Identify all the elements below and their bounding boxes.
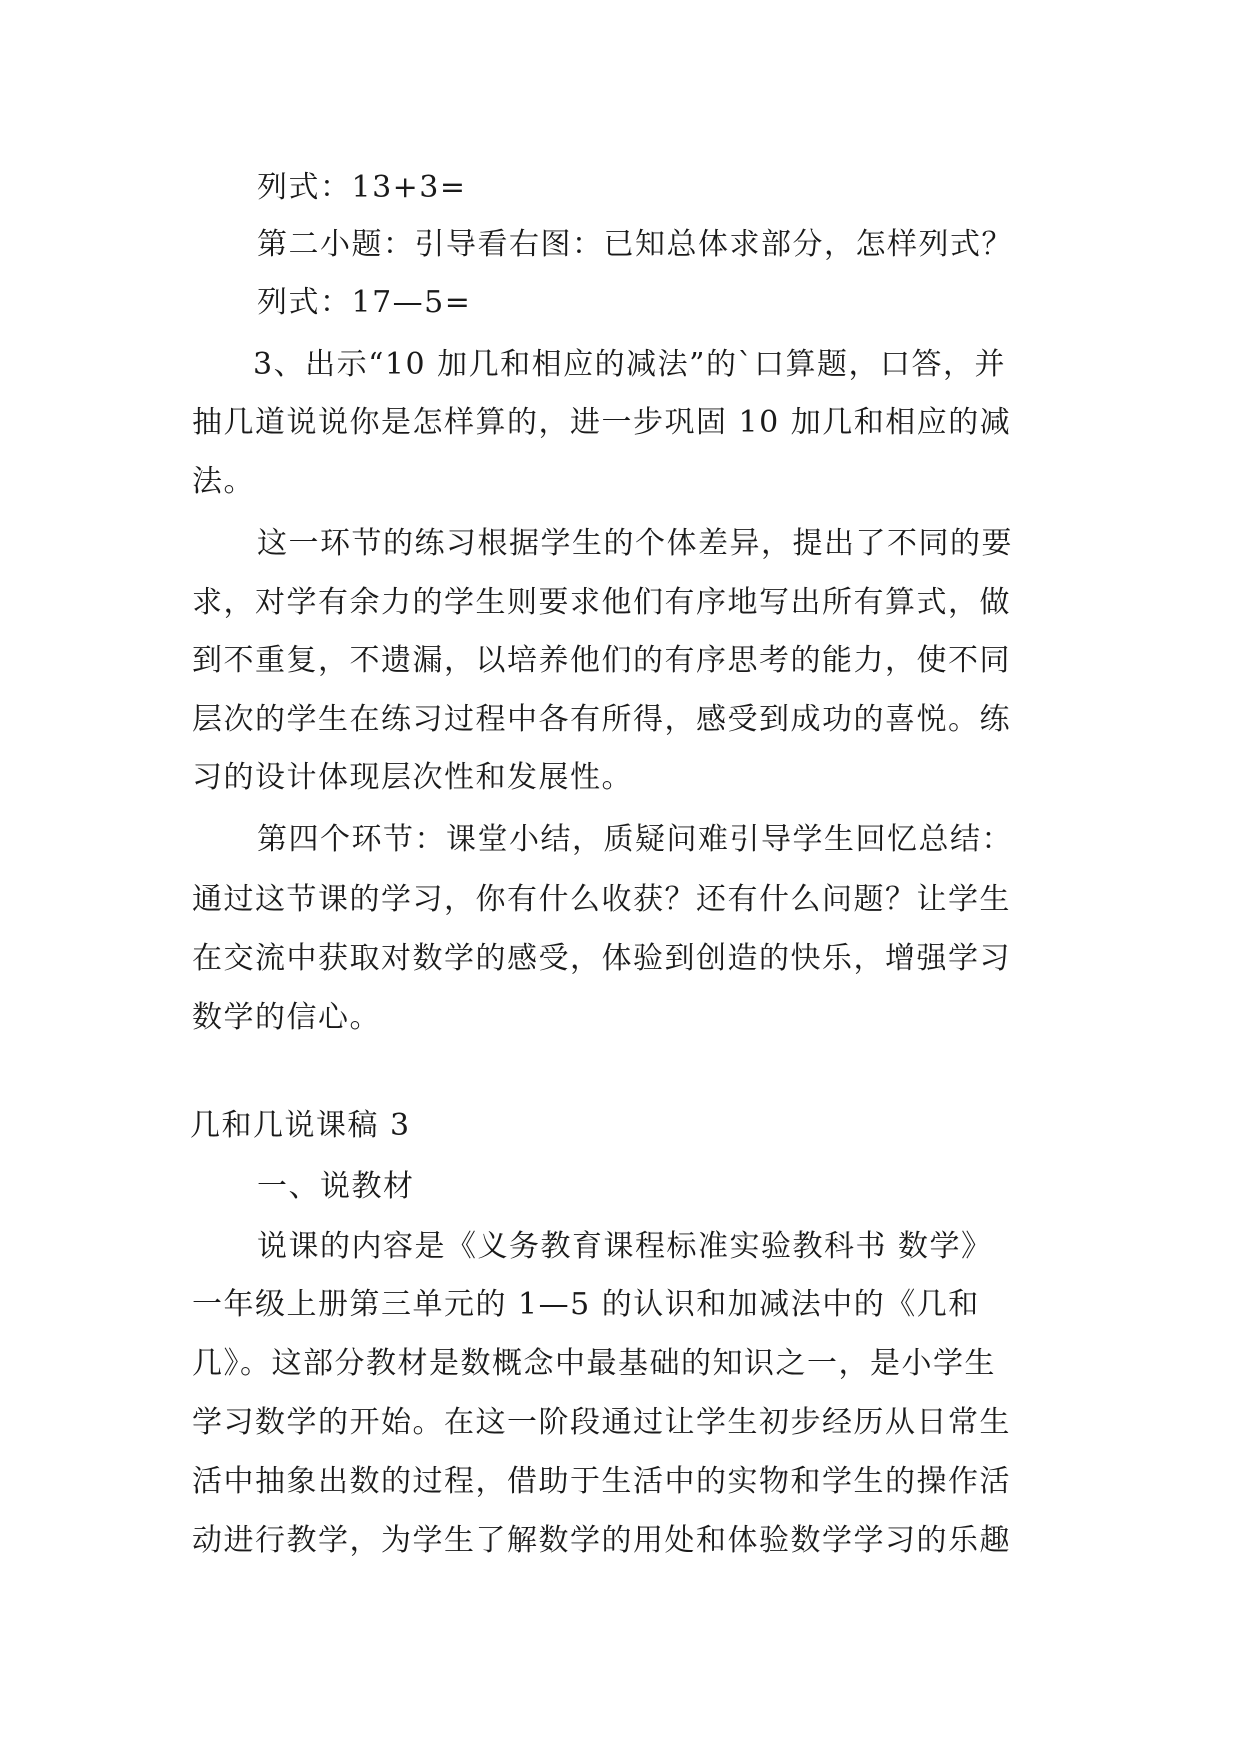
paragraph-text-line: 几》。这部分教材是数概念中最基础的知识之一，是小学生 <box>192 1346 996 1381</box>
paragraph-text-line: 学习数学的开始。在这一阶段通过让学生初步经历从日常生 <box>192 1405 1011 1440</box>
paragraph-text-line: 数学的信心。 <box>192 1000 381 1035</box>
subsection-heading: 一、说教材 <box>257 1169 415 1204</box>
section-title: 几和几说课稿 3 <box>190 1108 411 1143</box>
paragraph-text-line: 活中抽象出数的过程，借助于生活中的实物和学生的操作活 <box>192 1464 1011 1499</box>
paragraph-text-line: 动进行教学，为学生了解数学的用处和体验数学学习的乐趣 <box>192 1523 1011 1558</box>
paragraph-text-line: 抽几道说说你是怎样算的，进一步巩固 10 加几和相应的减 <box>192 405 1012 440</box>
paragraph-text-line: 说课的内容是《义务教育课程标准实验教科书 数学》 <box>257 1229 993 1264</box>
paragraph-text-line: 3、出示“10 加几和相应的减法”的`口算题，口答，并 <box>253 347 1006 382</box>
paragraph-text-line: 第四个环节：课堂小结，质疑问难引导学生回忆总结： <box>257 822 1013 857</box>
paragraph-text-line: 法。 <box>192 464 255 499</box>
question-line-2: 第二小题：引导看右图：已知总体求部分，怎样列式？ <box>257 227 1013 262</box>
formula-line-2: 列式：17—5= <box>257 285 472 320</box>
paragraph-text-line: 通过这节课的学习，你有什么收获？还有什么问题？让学生 <box>192 882 1011 917</box>
paragraph-text-line: 在交流中获取对数学的感受，体验到创造的快乐，增强学习 <box>192 941 1011 976</box>
paragraph-text-line: 习的设计体现层次性和发展性。 <box>192 760 633 795</box>
paragraph-text-line: 层次的学生在练习过程中各有所得，感受到成功的喜悦。练 <box>192 702 1011 737</box>
paragraph-text-line: 到不重复，不遗漏，以培养他们的有序思考的能力，使不同 <box>192 643 1011 678</box>
paragraph-text-line: 这一环节的练习根据学生的个体差异，提出了不同的要 <box>257 526 1013 561</box>
paragraph-text-line: 一年级上册第三单元的 1—5 的认识和加减法中的《几和 <box>192 1287 980 1322</box>
formula-line-1: 列式：13+3= <box>257 170 467 205</box>
paragraph-text-line: 求，对学有余力的学生则要求他们有序地写出所有算式，做 <box>192 585 1011 620</box>
